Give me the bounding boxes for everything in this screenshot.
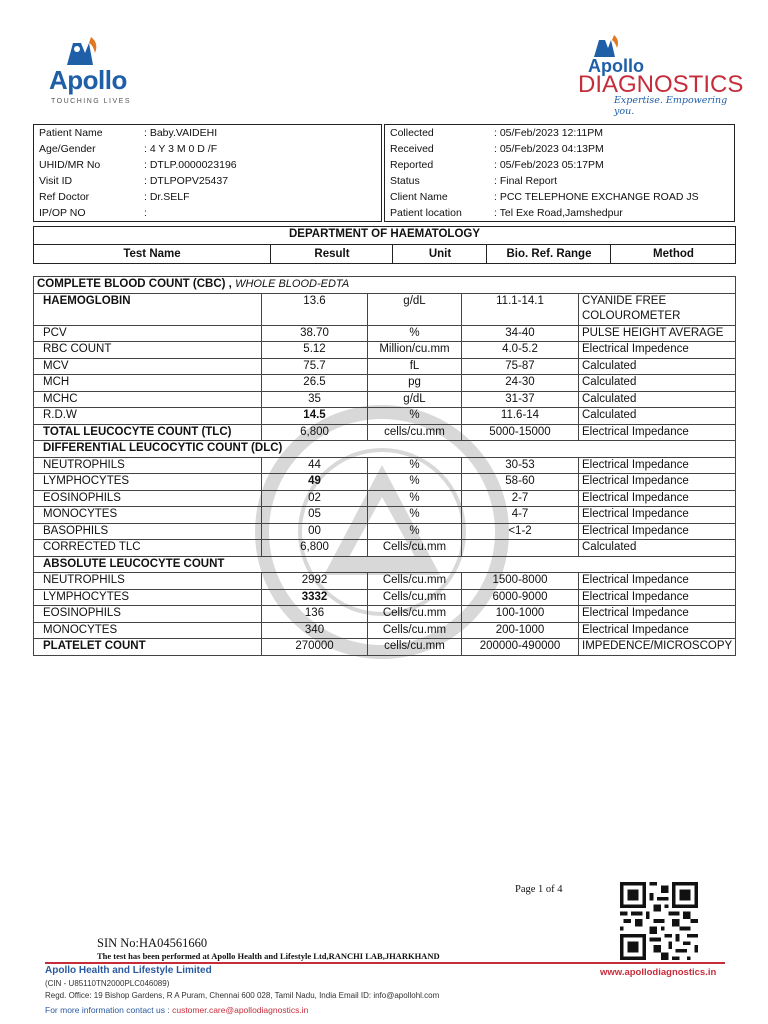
test-result: 270000 — [262, 639, 368, 656]
patient-label: Patient Name — [39, 127, 103, 139]
section-header — [34, 441, 736, 458]
cbc-specimen: WHOLE BLOOD-EDTA — [235, 278, 350, 290]
test-range: 200-1000 — [462, 622, 579, 639]
diagnostics-brand: Apollo — [588, 56, 644, 76]
test-unit: cells/cu.mm — [368, 639, 462, 656]
section-header — [34, 556, 736, 573]
test-unit: % — [368, 490, 462, 507]
sin-number: SIN No:HA04561660 — [97, 936, 208, 950]
test-method: Electrical Impedance — [579, 490, 736, 507]
test-range: 58-60 — [462, 474, 579, 491]
test-result: 136 — [262, 606, 368, 623]
method-line: CYANIDE FREE — [582, 294, 667, 307]
column-header: Result — [270, 245, 393, 264]
test-name: CORRECTED TLC — [34, 540, 262, 557]
table-row — [34, 606, 736, 623]
table-row — [34, 540, 736, 557]
test-result: 6,800 — [262, 424, 368, 441]
patient-value: : DTLP.0000023196 — [144, 159, 237, 171]
footer-divider — [45, 962, 725, 964]
table-row — [34, 424, 736, 441]
test-range: 11.1-14.1 — [462, 293, 579, 325]
test-range: 1500-8000 — [462, 573, 579, 590]
sample-value: : PCC TELEPHONE EXCHANGE ROAD JS — [494, 191, 699, 203]
table-row — [34, 474, 736, 491]
test-method: Electrical Impedance — [579, 606, 736, 623]
test-unit: Cells/cu.mm — [368, 573, 462, 590]
cin-number: (CIN - U85110TN2000PLC046089) — [45, 979, 170, 988]
apollo-logo — [45, 35, 135, 110]
test-range: 100-1000 — [462, 606, 579, 623]
test-result: 13.6 — [262, 293, 368, 325]
table-row — [34, 293, 736, 325]
test-name: RBC COUNT — [34, 342, 262, 359]
test-method: IMPEDENCE/MICROSCOPY — [579, 639, 736, 656]
test-method: Electrical Impedance — [579, 573, 736, 590]
test-method: Electrical Impedance — [579, 474, 736, 491]
sample-row — [385, 158, 732, 173]
patient-label: Visit ID — [39, 175, 73, 187]
test-range: 11.6-14 — [462, 408, 579, 425]
test-method: Electrical Impedance — [579, 424, 736, 441]
patient-row — [34, 126, 379, 141]
patient-value: : Dr.SELF — [144, 191, 190, 203]
test-range: 6000-9000 — [462, 589, 579, 606]
test-result: 05 — [262, 507, 368, 524]
company-name: Apollo Health and Lifestyle Limited — [45, 965, 212, 976]
section-title: ABSOLUTE LEUCOCYTE COUNT — [34, 556, 736, 573]
test-unit: % — [368, 457, 462, 474]
table-row — [34, 639, 736, 656]
apollo-emblem-icon — [59, 35, 109, 67]
test-method: Electrical Impedence — [579, 342, 736, 359]
test-range: 200000-490000 — [462, 639, 579, 656]
test-name: MCHC — [34, 391, 262, 408]
test-unit: g/dL — [368, 293, 462, 325]
patient-row — [34, 174, 379, 189]
test-name: PCV — [34, 325, 262, 342]
test-unit: Cells/cu.mm — [368, 606, 462, 623]
website-link[interactable]: www.apollodiagnostics.in — [600, 967, 717, 978]
table-row — [34, 622, 736, 639]
apollo-diagnostics-logo — [578, 35, 744, 117]
cbc-title: COMPLETE BLOOD COUNT (CBC) , — [37, 278, 232, 290]
test-name: BASOPHILS — [34, 523, 262, 540]
sample-row — [385, 174, 732, 189]
results-table — [33, 276, 736, 656]
sample-details — [384, 124, 735, 222]
sample-value: : 05/Feb/2023 05:17PM — [494, 159, 604, 171]
test-range: 75-87 — [462, 358, 579, 375]
test-method: Calculated — [579, 408, 736, 425]
test-result: 00 — [262, 523, 368, 540]
test-result: 2992 — [262, 573, 368, 590]
diagnostics-tagline: Expertise. Empowering you. — [614, 95, 728, 117]
patient-row — [34, 206, 379, 221]
sample-row — [385, 206, 732, 221]
test-method: Electrical Impedance — [579, 507, 736, 524]
patient-value: : DTLPOPV25437 — [144, 175, 229, 187]
test-method: Electrical Impedance — [579, 622, 736, 639]
test-range: 4.0-5.2 — [462, 342, 579, 359]
test-unit: % — [368, 523, 462, 540]
test-name: EOSINOPHILS — [34, 606, 262, 623]
department-header — [33, 226, 736, 264]
section-title: DIFFERENTIAL LEUCOCYTIC COUNT (DLC) — [34, 441, 736, 458]
performed-at: The test has been performed at Apollo Health and Lifestyle Ltd,RANCHI LAB,JHARKHAND — [97, 951, 440, 961]
test-unit: % — [368, 507, 462, 524]
sample-row — [385, 190, 732, 205]
test-range: 30-53 — [462, 457, 579, 474]
patient-row — [34, 158, 379, 173]
test-unit: pg — [368, 375, 462, 392]
table-row — [34, 457, 736, 474]
registered-office: Regd. Office: 19 Bishop Gardens, R A Puram, Chennai 600 028, Tamil Nadu, India Email ID: info@apollohl.com — [45, 991, 440, 1000]
test-method: Electrical Impedance — [579, 523, 736, 540]
department-title: DEPARTMENT OF HAEMATOLOGY — [288, 228, 481, 240]
qr-code-icon — [620, 882, 698, 960]
table-row — [34, 589, 736, 606]
test-range: 31-37 — [462, 391, 579, 408]
test-range: 24-30 — [462, 375, 579, 392]
patient-value: : — [144, 207, 147, 219]
test-method: PULSE HEIGHT AVERAGE — [579, 325, 736, 342]
test-name: LYMPHOCYTES — [34, 474, 262, 491]
test-name: MCV — [34, 358, 262, 375]
test-unit: Cells/cu.mm — [368, 589, 462, 606]
test-unit: % — [368, 325, 462, 342]
test-result: 44 — [262, 457, 368, 474]
test-unit: % — [368, 474, 462, 491]
patient-details — [33, 124, 382, 222]
test-unit: Cells/cu.mm — [368, 540, 462, 557]
column-header: Unit — [392, 245, 487, 264]
table-row — [34, 507, 736, 524]
contact-email-link[interactable]: customer.care@apollodiagnostics.in — [172, 1005, 309, 1015]
sample-value: : Tel Exe Road,Jamshedpur — [494, 207, 623, 219]
test-name: NEUTROPHILS — [34, 457, 262, 474]
sample-row — [385, 126, 732, 141]
test-method: Calculated — [579, 391, 736, 408]
sample-label: Client Name — [390, 191, 448, 203]
test-name: R.D.W — [34, 408, 262, 425]
test-unit: % — [368, 408, 462, 425]
column-header: Test Name — [123, 248, 181, 260]
patient-label: IP/OP NO — [39, 207, 86, 219]
sample-label: Collected — [390, 127, 434, 139]
test-unit: cells/cu.mm — [368, 424, 462, 441]
test-unit: Million/cu.mm — [368, 342, 462, 359]
table-row — [34, 408, 736, 425]
page-number: Page 1 of 4 — [515, 884, 563, 895]
test-result: 340 — [262, 622, 368, 639]
test-result: 26.5 — [262, 375, 368, 392]
patient-label: Age/Gender — [39, 143, 96, 155]
diagnostics-name: DIAGNOSTICS — [578, 71, 744, 98]
test-unit: g/dL — [368, 391, 462, 408]
test-name: TOTAL LEUCOCYTE COUNT (TLC) — [34, 424, 262, 441]
test-method: Calculated — [579, 358, 736, 375]
test-result: 3332 — [262, 589, 368, 606]
sample-value: : 05/Feb/2023 04:13PM — [494, 143, 604, 155]
table-row — [34, 391, 736, 408]
test-name: MONOCYTES — [34, 507, 262, 524]
patient-value: : Baby.VAIDEHI — [144, 127, 218, 139]
sample-label: Status — [390, 175, 420, 187]
test-name: MONOCYTES — [34, 622, 262, 639]
table-row — [34, 490, 736, 507]
sample-value: : Final Report — [494, 175, 558, 187]
sample-value: : 05/Feb/2023 12:11PM — [494, 127, 603, 139]
sample-label: Received — [390, 143, 434, 155]
section-header — [34, 277, 736, 294]
sample-label: Patient location — [390, 207, 462, 219]
test-method: Calculated — [579, 375, 736, 392]
test-name: EOSINOPHILS — [34, 490, 262, 507]
table-row — [34, 573, 736, 590]
method-line: COLOUROMETER — [582, 310, 681, 322]
test-name: LYMPHOCYTES — [34, 589, 262, 606]
test-method: Calculated — [579, 540, 736, 557]
patient-row — [34, 190, 379, 205]
test-method — [579, 293, 736, 325]
patient-row — [34, 142, 379, 157]
test-name: MCH — [34, 375, 262, 392]
test-range: <1-2 — [462, 523, 579, 540]
sample-label: Reported — [390, 159, 434, 171]
apollo-brand: Apollo — [49, 65, 127, 95]
sample-row — [385, 142, 732, 157]
test-range: 5000-15000 — [462, 424, 579, 441]
test-name: PLATELET COUNT — [34, 639, 262, 656]
test-name: HAEMOGLOBIN — [34, 293, 262, 325]
contact-line — [45, 1005, 308, 1015]
patient-value: : 4 Y 3 M 0 D /F — [144, 143, 218, 155]
table-row — [34, 358, 736, 375]
test-range — [462, 540, 579, 557]
test-result: 38.70 — [262, 325, 368, 342]
table-row — [34, 523, 736, 540]
test-unit: Cells/cu.mm — [368, 622, 462, 639]
table-row — [34, 325, 736, 342]
test-result: 75.7 — [262, 358, 368, 375]
test-method: Electrical Impedance — [579, 589, 736, 606]
test-result: 49 — [262, 474, 368, 491]
apollo-tagline: TOUCHING LIVES — [51, 98, 131, 105]
column-header: Bio. Ref. Range — [486, 245, 611, 264]
column-headers — [34, 244, 735, 264]
patient-label: Ref Doctor — [39, 191, 90, 203]
table-row — [34, 375, 736, 392]
test-result: 6,800 — [262, 540, 368, 557]
test-range: 4-7 — [462, 507, 579, 524]
test-name: NEUTROPHILS — [34, 573, 262, 590]
test-result: 35 — [262, 391, 368, 408]
patient-info-box — [33, 124, 735, 222]
table-row — [34, 342, 736, 359]
contact-prefix: For more information contact us : — [45, 1005, 170, 1015]
test-unit: fL — [368, 358, 462, 375]
test-range: 2-7 — [462, 490, 579, 507]
test-range: 34-40 — [462, 325, 579, 342]
test-method: Electrical Impedance — [579, 457, 736, 474]
test-result: 14.5 — [262, 408, 368, 425]
section-title — [34, 277, 736, 294]
test-result: 5.12 — [262, 342, 368, 359]
column-header: Method — [610, 245, 736, 264]
test-result: 02 — [262, 490, 368, 507]
patient-label: UHID/MR No — [39, 159, 101, 171]
